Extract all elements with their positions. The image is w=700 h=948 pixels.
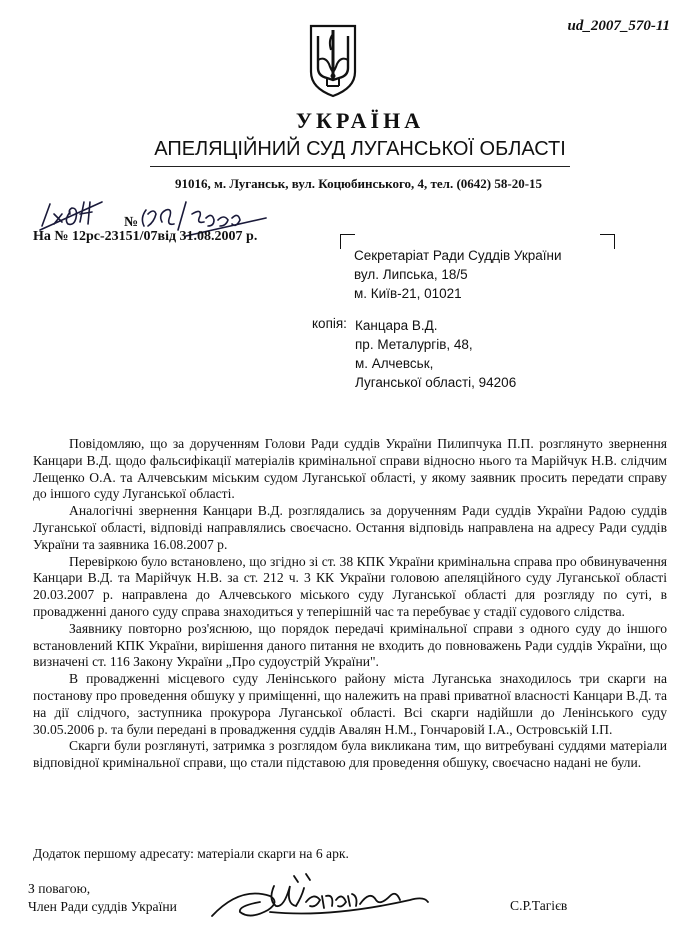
- recipient-block: [354, 246, 562, 303]
- recipient-line: м. Київ-21, 01021: [354, 286, 462, 301]
- svg-text:№: №: [124, 215, 139, 230]
- copy-label: копія:: [312, 316, 347, 331]
- closing-block: [28, 880, 177, 916]
- court-address: 91016, м. Луганськ, вул. Коцюбинського, 4, тел. (0642) 58-20-15: [175, 176, 543, 191]
- document-id: ud_2007_570-11: [567, 18, 670, 34]
- reference-number: На № 12рс-23151/07від 31.08.2007 р.: [33, 229, 258, 244]
- court-name: АПЕЛЯЦІЙНИЙ СУД ЛУГАНСЬКОЇ ОБЛАСТІ: [154, 138, 566, 160]
- body-paragraph: Перевіркою було встановлено, що згідно зі ст. 38 КПК України кримінальна справа про обвинувачення Канцари В.Д. та Марійчук Н.В. за ст. 212 ч. 3 КК України головою апеляційного суду Луганської області 20.03.2007 р. направлена до Алчевського міського суду Луганської області для розгляду по суті, в провадженні даного суду справа знаходиться у теперішній час та перебуває у стадії судового слідства.: [33, 553, 667, 619]
- address-corner-mark: [340, 234, 355, 249]
- recipient-line: вул. Липська, 18/5: [354, 267, 468, 282]
- recipient-line: Секретаріат Ради Суддів України: [354, 248, 562, 263]
- body-paragraph: Аналогічні звернення Канцари В.Д. розглядались за дорученням Ради суддів України Радою суддів Луганської області, відповіді направлялись своєчасно. Остання відповідь направлена на адресу Ради суддів України та заявника 16.08.2007 р.: [33, 503, 667, 552]
- copy-line: Канцара В.Д.: [355, 318, 438, 333]
- header-divider: [150, 166, 570, 167]
- signer-name: С.Р.Тагієв: [510, 898, 568, 913]
- letter-body: [33, 436, 667, 772]
- body-paragraph: Повідомляю, що за дорученням Голови Ради суддів України Пилипчука П.П. розглянуто звернення Канцари В.Д. щодо фальсифікації матеріалів кримінальної справи відносно нього та Марійчук Н.В. слідчим Лещенко О.А. та Алчевським міським судом Луганської області, у якому заявник просить передати справу до іншого суду Луганської області.: [33, 436, 667, 502]
- trident-emblem-icon: [307, 20, 359, 98]
- address-corner-mark: [600, 234, 615, 249]
- body-paragraph: Заявнику повторно роз'яснюю, що порядок передачі кримінальної справи з одного суду до іншого встановлений КПК України, вирішення даного питання не входить до повноважень Ради суддів України, що визначені ст. 116 Закону України „Про судоустрій України".: [33, 620, 667, 670]
- country-title: УКРАЇНА: [295, 108, 425, 133]
- closing-greeting: З повагою,: [28, 881, 91, 896]
- copy-line: пр. Металургів, 48,: [355, 337, 473, 352]
- body-paragraph: В провадженні місцевого суду Ленінського району міста Луганська знаходилось три скарги на постанову про проведення обшуку у приміщенні, що належить на праві приватної власності Канцари В.Д. та на дії слідчого, заступника прокурора Луганської області. Всі скарги надійшли до Ленінського суду 30.05.2006 р. та були передані в провадження суддів Авалян Н.М., Гончаровій І.А., Островській І.П.: [33, 671, 667, 737]
- copy-recipient-block: [355, 316, 516, 392]
- attachment-note: Додаток першому адресату: матеріали скарги на 6 арк.: [33, 846, 349, 861]
- handwritten-signature: [210, 866, 470, 926]
- body-paragraph: Скарги були розглянуті, затримка з розглядом була викликана тим, що витребувані суддями матеріали відповідної кримінальної справи, що стали підставою для проведення обшуку, своєчасно надані не були.: [33, 738, 667, 771]
- copy-line: Луганської області, 94206: [355, 375, 517, 390]
- copy-line: м. Алчевськ,: [355, 356, 434, 371]
- signer-position: Член Ради суддів України: [28, 899, 177, 914]
